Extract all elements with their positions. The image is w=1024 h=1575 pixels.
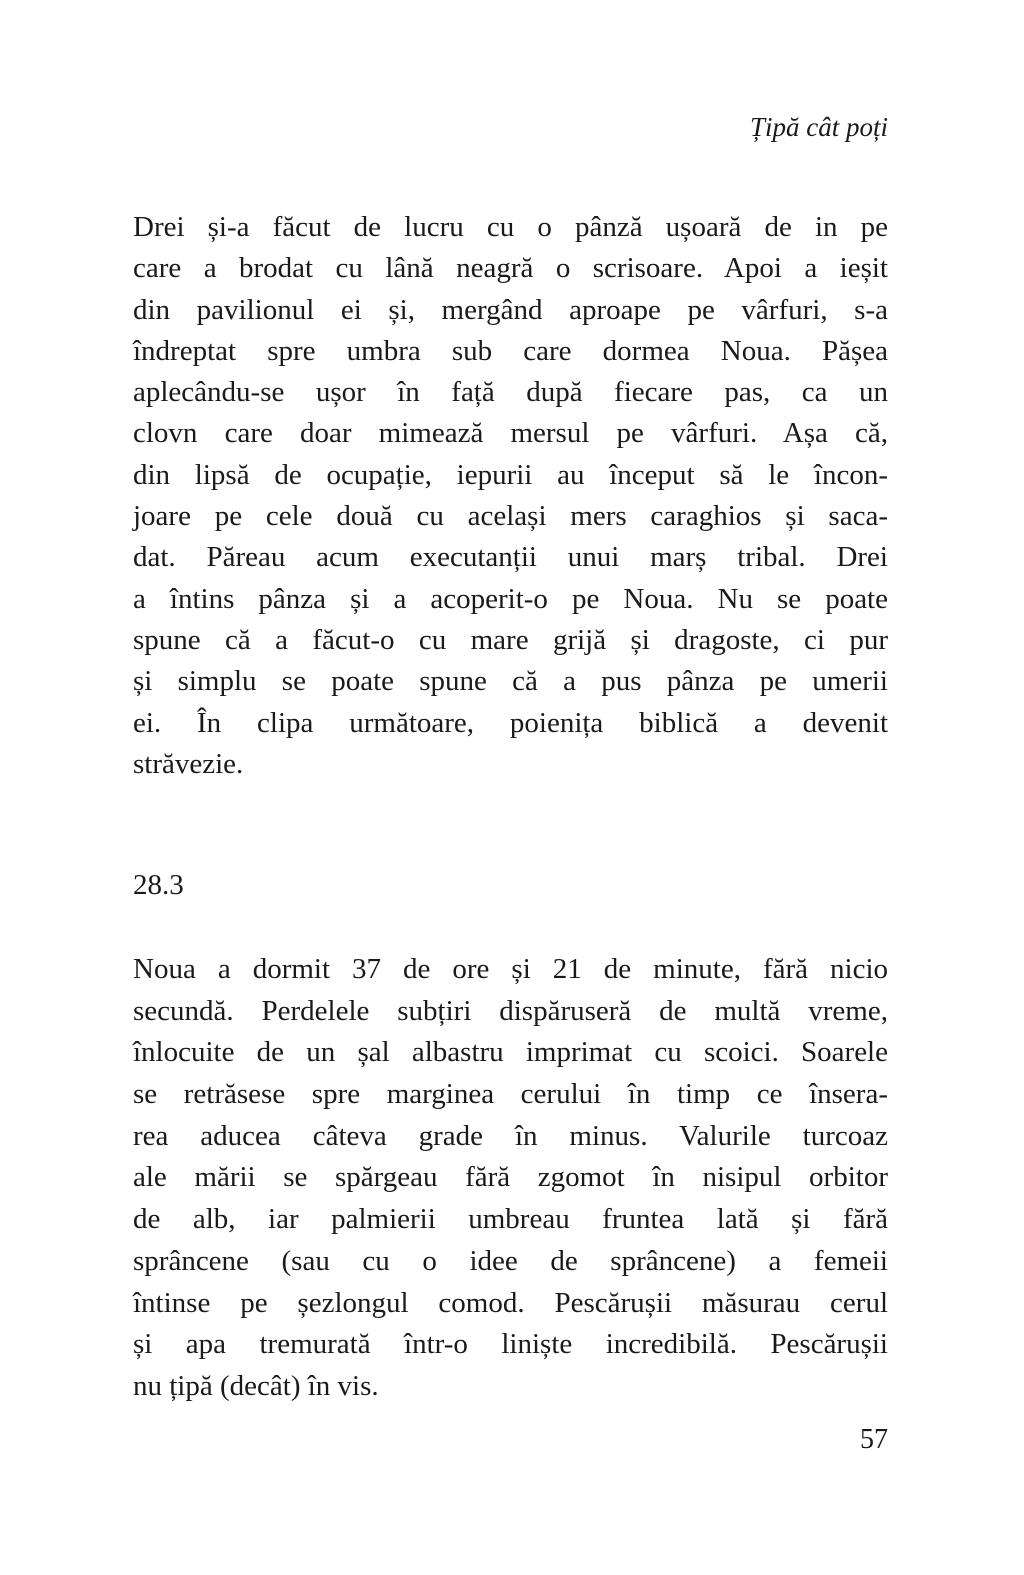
text-line: se retrăsese spre marginea cerului în timp ce însera-	[133, 1078, 888, 1111]
text-line: clovn care doar mimează mersul pe vârfuri. Așa că,	[133, 417, 888, 450]
text-line: rea aducea câteva grade în minus. Valurile turcoaz	[133, 1119, 888, 1152]
running-header: Țipă cât poți	[749, 112, 888, 142]
text-line: și simplu se poate spune că a pus pânza pe umerii	[133, 665, 888, 698]
text-line: înlocuite de un șal albastru imprimat cu scoici. Soarele	[133, 1036, 888, 1069]
text-line: Drei și-a făcut de lucru cu o pânză ușoară de in pe	[133, 211, 888, 243]
text-line: joare pe cele două cu același mers caraghios și saca-	[133, 500, 888, 533]
text-line: îndreptat spre umbra sub care dormea Noua. Pășea	[133, 334, 888, 367]
paragraph-1	[133, 207, 888, 785]
text-line: spune că a făcut-o cu mare grijă și dragoste, ci pur	[133, 623, 888, 656]
text-line: sprâncene (sau cu o idee de sprâncene) a femeii	[133, 1244, 888, 1277]
section-number: 28.3	[133, 869, 184, 901]
text-line: străvezie.	[133, 747, 244, 780]
text-line: ei. În clipa următoare, poienița biblică a devenit	[133, 706, 888, 739]
text-line: nu țipă (decât) în vis.	[133, 1369, 379, 1402]
paragraph-2	[133, 949, 888, 1408]
text-line: și apa tremurată într-o liniște incredibilă. Pescărușii	[133, 1328, 888, 1361]
text-line: aplecându-se ușor în față după fiecare pas, ca un	[133, 376, 888, 409]
text-line: care a brodat cu lână neagră o scrisoare. Apoi a ieșit	[133, 252, 888, 285]
page-number: 57	[860, 1424, 888, 1455]
text-line: din lipsă de ocupație, iepurii au început să le încon-	[133, 458, 888, 491]
text-line: a întins pânza și a acoperit-o pe Noua. Nu se poate	[133, 582, 888, 615]
text-line: Noua a dormit 37 de ore și 21 de minute, fără nicio	[133, 953, 888, 985]
text-line: de alb, iar palmierii umbreau fruntea lată și fără	[133, 1203, 888, 1236]
text-line: secundă. Perdelele subțiri dispăruseră de multă vreme,	[133, 994, 888, 1027]
text-line: din pavilionul ei și, mergând aproape pe vârfuri, s-a	[133, 293, 888, 326]
text-line: dat. Păreau acum executanții unui marș tribal. Drei	[133, 541, 888, 574]
text-line: ale mării se spărgeau fără zgomot în nisipul orbitor	[133, 1161, 888, 1194]
text-line: întinse pe șezlongul comod. Pescărușii măsurau cerul	[133, 1286, 888, 1319]
